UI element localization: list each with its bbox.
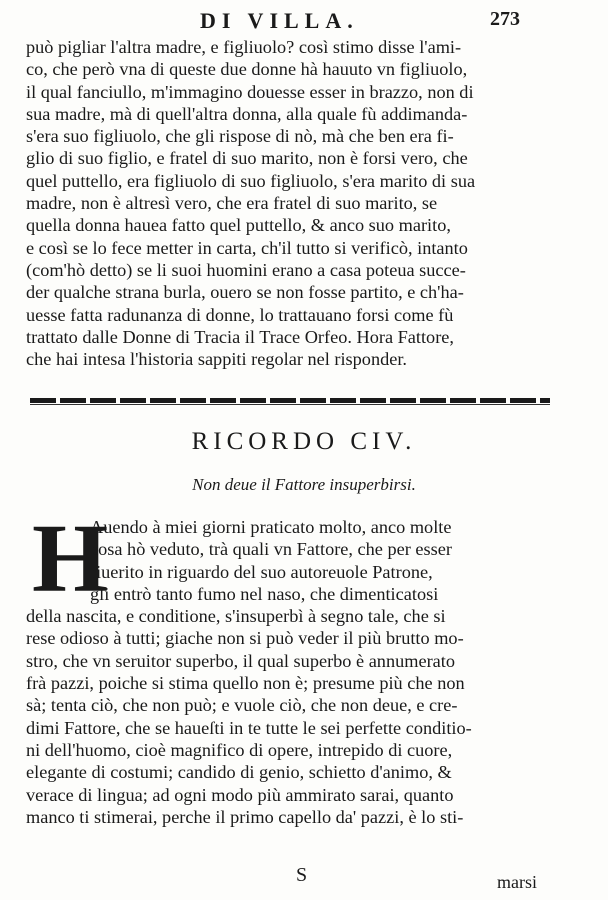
text-line: il qual fanciullo, m'immagino douesse esser in brazzo, non di	[26, 81, 474, 102]
text-line: sà; tenta ciò, che non può; e vuole ciò, che non deue, e cre-	[26, 695, 458, 716]
text-line: stro, che vn seruitor superbo, il qual superbo è annumerato	[26, 650, 455, 671]
text-line: glio di suo figlio, e fratel di suo marito, non è forsi vero, che	[26, 148, 468, 169]
text-line: (com'hò detto) se li suoi huomini erano a casa poteua succe-	[26, 259, 466, 280]
text-line: trattato dalle Donne di Tracia il Trace Orfeo. Hora Fattore,	[26, 326, 454, 347]
text-line: der qualche strana burla, ouero se non fosse partito, e ch'ha-	[26, 282, 464, 303]
text-line: madre, non è altresì vero, che era fratel di suo marito, se	[26, 193, 438, 214]
text-line: uesse fatta radunanza di donne, lo trattauano forsi come fù	[26, 304, 454, 325]
text-line: frà pazzi, poiche si stima quello non è; presume più che non	[26, 673, 465, 694]
rule-underline	[30, 404, 550, 405]
text-line: e così se lo fece metter in carta, ch'il tutto si verificò, intanto	[26, 237, 468, 258]
text-line: gli entrò tanto fumo nel naso, che dimenticatosi	[90, 583, 439, 604]
catchword: marsi	[497, 872, 537, 892]
chapter-subtitle: Non deue il Fattore insuperbirsi.	[192, 475, 416, 494]
text-line: manco ti stimerai, perche il primo capello da' pazzi, è lo sti-	[26, 806, 464, 827]
text-line: elegante di costumi; candido di genio, schietto d'animo, &	[26, 762, 452, 783]
text-line: verace di lingua; ad ogni modo più ammirato sarai, quanto	[26, 784, 454, 805]
text-line: ni dell'huomo, cioè magnifico di opere, intrepido di cuore,	[26, 739, 453, 760]
text-line: riuerito in riguardo del suo autoreuole Patrone,	[90, 561, 433, 582]
text-line: Auendo à miei giorni praticato molto, anco molte	[90, 517, 452, 537]
text-line: quel puttello, era figliuolo di suo figliuolo, s'era marito di sua	[26, 170, 476, 191]
ornamental-rule	[30, 398, 550, 403]
text-line: sua madre, mà di quell'altra donna, alla quale fù addimanda-	[26, 103, 468, 124]
running-title: DI VILLA.	[200, 8, 359, 33]
text-line: può pigliar l'altra madre, e figliuolo? così stimo disse l'ami-	[26, 37, 462, 57]
text-line: dimi Fattore, che se haueſti in te tutte le sei perfette conditio-	[26, 717, 472, 738]
drop-cap: H	[32, 505, 109, 613]
text-line: che hai intesa l'historia sappiti regolar nel risponder.	[26, 349, 407, 370]
text-line: della nascita, e conditione, s'insuperbì à segno tale, che si	[26, 606, 446, 627]
text-line: cosa hò veduto, trà quali vn Fattore, che per esser	[90, 539, 452, 560]
chapter-title: RICORDO CIV.	[191, 428, 417, 455]
text-line: quella donna hauea fatto quel puttello, & anco suo marito,	[26, 215, 451, 236]
running-head	[0, 6, 608, 36]
page-number: 273	[490, 8, 520, 30]
paragraph-continued	[26, 36, 546, 370]
paragraph-body	[26, 516, 546, 828]
signature-mark: S	[296, 864, 308, 886]
text-line: co, che però vna di queste due donne hà hauuto vn figliuolo,	[26, 59, 468, 80]
text-line: s'era suo figliuolo, che gli rispose di nò, mà che ben era fi-	[26, 126, 454, 147]
text-line: rese odioso à tutti; giache non si può veder il più brutto mo-	[26, 628, 464, 649]
